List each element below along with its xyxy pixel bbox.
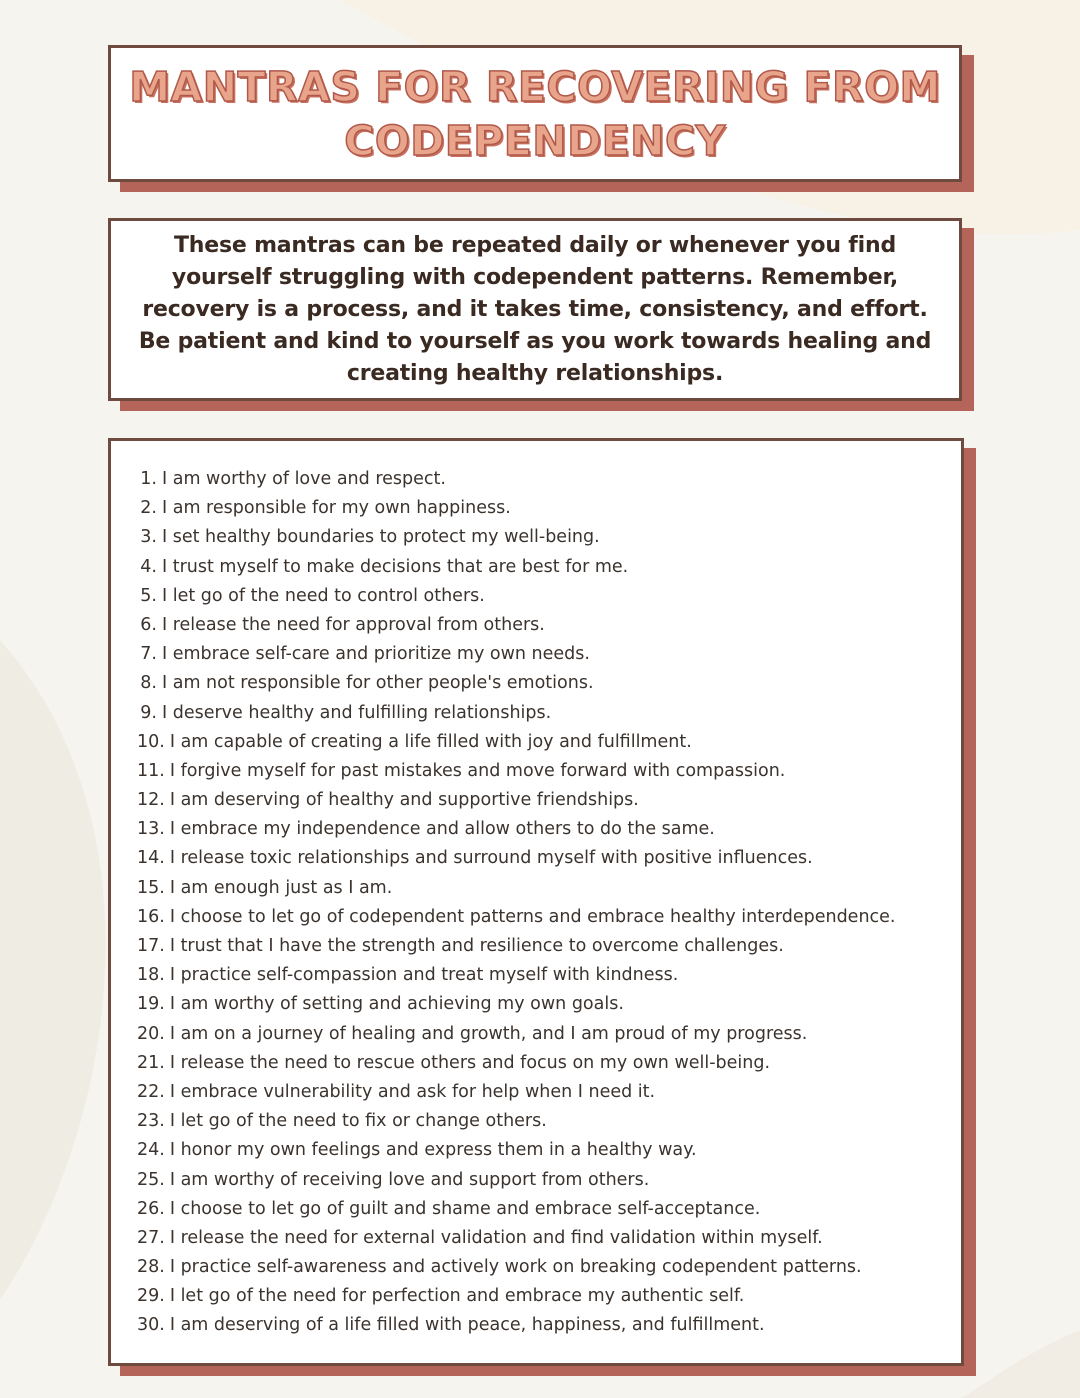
list-item bbox=[137, 1107, 937, 1136]
list-item bbox=[137, 494, 937, 523]
list-item bbox=[137, 699, 937, 728]
list-item-text: I embrace vulnerability and ask for help when I need it. bbox=[169, 1081, 656, 1102]
mantra-list bbox=[137, 465, 937, 1341]
list-item-text: I am not responsible for other people's emotions. bbox=[162, 673, 594, 694]
list-item-number: 10. bbox=[137, 731, 165, 752]
list-item-number: 8. bbox=[140, 673, 157, 694]
list-item-text: I am worthy of setting and achieving my own goals. bbox=[169, 994, 624, 1015]
list-item-number: 9. bbox=[140, 702, 157, 723]
list-item bbox=[137, 757, 937, 786]
list-item bbox=[137, 1078, 937, 1107]
list-item-text: I honor my own feelings and express them in a healthy way. bbox=[169, 1140, 697, 1161]
list-item-text: I embrace my independence and allow others to do the same. bbox=[169, 819, 715, 840]
list-item-text: I deserve healthy and fulfilling relationships. bbox=[162, 702, 552, 723]
list-item-text: I let go of the need for perfection and embrace my authentic self. bbox=[169, 1286, 745, 1307]
list-item-text: I am deserving of healthy and supportive friendships. bbox=[169, 790, 639, 811]
list-item-number: 16. bbox=[137, 906, 165, 927]
list-item-text: I am enough just as I am. bbox=[169, 877, 393, 898]
list-item-text: I am capable of creating a life filled with joy and fulfillment. bbox=[169, 731, 692, 752]
list-item-number: 25. bbox=[137, 1169, 165, 1190]
list-item-text: I trust that I have the strength and resilience to overcome challenges. bbox=[169, 936, 784, 956]
list-item-number: 23. bbox=[137, 1111, 165, 1132]
list-item-text: I am responsible for my own happiness. bbox=[162, 498, 511, 519]
list-item bbox=[137, 932, 937, 961]
list-item-number: 29. bbox=[137, 1286, 165, 1307]
list-item-text: I release the need for approval from others. bbox=[162, 614, 545, 635]
list-item-number: 13. bbox=[137, 819, 165, 840]
list-item-number: 28. bbox=[137, 1257, 165, 1278]
list-item bbox=[137, 1311, 937, 1340]
list-item-number: 4. bbox=[140, 556, 157, 577]
list-item bbox=[137, 961, 937, 990]
list-item-number: 7. bbox=[140, 644, 157, 665]
list-item-number: 20. bbox=[137, 1023, 165, 1044]
list-item-number: 11. bbox=[137, 760, 165, 781]
list-item-text: I release the need to rescue others and focus on my own well-being. bbox=[169, 1052, 771, 1073]
list-item-text: I let go of the need to control others. bbox=[162, 585, 485, 606]
list-item-text: I release the need for external validation and find validation within myself. bbox=[169, 1227, 823, 1248]
list-item-text: I choose to let go of codependent patterns and embrace healthy interdependence. bbox=[169, 906, 896, 927]
list-item bbox=[137, 874, 937, 903]
list-item-text: I am worthy of love and respect. bbox=[162, 469, 446, 489]
list-item bbox=[137, 1049, 937, 1078]
list-item bbox=[137, 1224, 937, 1253]
title-card bbox=[108, 45, 962, 182]
list-item-number: 15. bbox=[137, 877, 165, 898]
list-item bbox=[137, 1195, 937, 1224]
list-item-number: 26. bbox=[137, 1198, 165, 1219]
intro-text: These mantras can be repeated daily or whenever you find yourself struggling with codependent patterns. Remember, recovery is a process, and it takes time, consistency, and effort. Be patient and kind to yourself as you work towards healing and creating healthy relationships. bbox=[138, 232, 932, 386]
list-item-text: I practice self-awareness and actively work on breaking codependent patterns. bbox=[169, 1257, 862, 1278]
background-wave-bottom-left bbox=[0, 640, 106, 1300]
list-item-number: 27. bbox=[137, 1227, 165, 1248]
list-item-text: I let go of the need to fix or change others. bbox=[169, 1111, 547, 1132]
list-item-text: I choose to let go of guilt and shame and embrace self-acceptance. bbox=[169, 1198, 761, 1219]
list-item bbox=[137, 844, 937, 873]
list-item-text: I forgive myself for past mistakes and move forward with compassion. bbox=[169, 760, 786, 781]
list-item-number: 18. bbox=[137, 965, 165, 986]
list-item bbox=[137, 1253, 937, 1282]
list-item bbox=[137, 1020, 937, 1049]
list-item-number: 24. bbox=[137, 1140, 165, 1161]
list-item bbox=[137, 465, 937, 494]
list-item-number: 2. bbox=[140, 498, 157, 519]
list-item bbox=[137, 990, 937, 1019]
list-item bbox=[137, 553, 937, 582]
list-item-text: I am worthy of receiving love and support from others. bbox=[169, 1169, 650, 1190]
list-item bbox=[137, 815, 937, 844]
list-item-number: 19. bbox=[137, 994, 165, 1015]
list-item bbox=[137, 611, 937, 640]
page-title: MANTRAS FOR RECOVERING FROM CODEPENDENCY bbox=[129, 62, 941, 165]
list-item-number: 5. bbox=[140, 585, 157, 606]
list-item-number: 3. bbox=[140, 527, 157, 548]
list-item bbox=[137, 582, 937, 611]
list-item-number: 6. bbox=[140, 614, 157, 635]
list-item bbox=[137, 1282, 937, 1311]
list-item-text: I am deserving of a life filled with peace, happiness, and fulfillment. bbox=[169, 1315, 765, 1336]
list-item-text: I set healthy boundaries to protect my well-being. bbox=[162, 527, 600, 548]
mantra-list-card bbox=[108, 438, 964, 1366]
list-item-text: I release toxic relationships and surround myself with positive influences. bbox=[169, 848, 813, 869]
list-item-number: 21. bbox=[137, 1052, 165, 1073]
list-item bbox=[137, 1166, 937, 1195]
list-item bbox=[137, 786, 937, 815]
list-item-number: 12. bbox=[137, 790, 165, 811]
list-item-number: 17. bbox=[137, 936, 165, 956]
list-item bbox=[137, 728, 937, 757]
list-item-text: I embrace self-care and prioritize my own needs. bbox=[162, 644, 590, 665]
list-item-number: 14. bbox=[137, 848, 165, 869]
list-item-number: 22. bbox=[137, 1081, 165, 1102]
list-item-number: 1. bbox=[140, 469, 157, 489]
list-item bbox=[137, 669, 937, 698]
intro-card bbox=[108, 218, 962, 401]
list-item bbox=[137, 640, 937, 669]
background-wave-bottom-right bbox=[960, 1330, 1080, 1398]
list-item bbox=[137, 903, 937, 932]
list-item-text: I am on a journey of healing and growth, and I am proud of my progress. bbox=[169, 1023, 808, 1044]
list-item-number: 30. bbox=[137, 1315, 165, 1336]
list-item bbox=[137, 523, 937, 552]
list-item-text: I trust myself to make decisions that are best for me. bbox=[162, 556, 629, 577]
list-item bbox=[137, 1136, 937, 1165]
list-item-text: I practice self-compassion and treat myself with kindness. bbox=[169, 965, 679, 986]
